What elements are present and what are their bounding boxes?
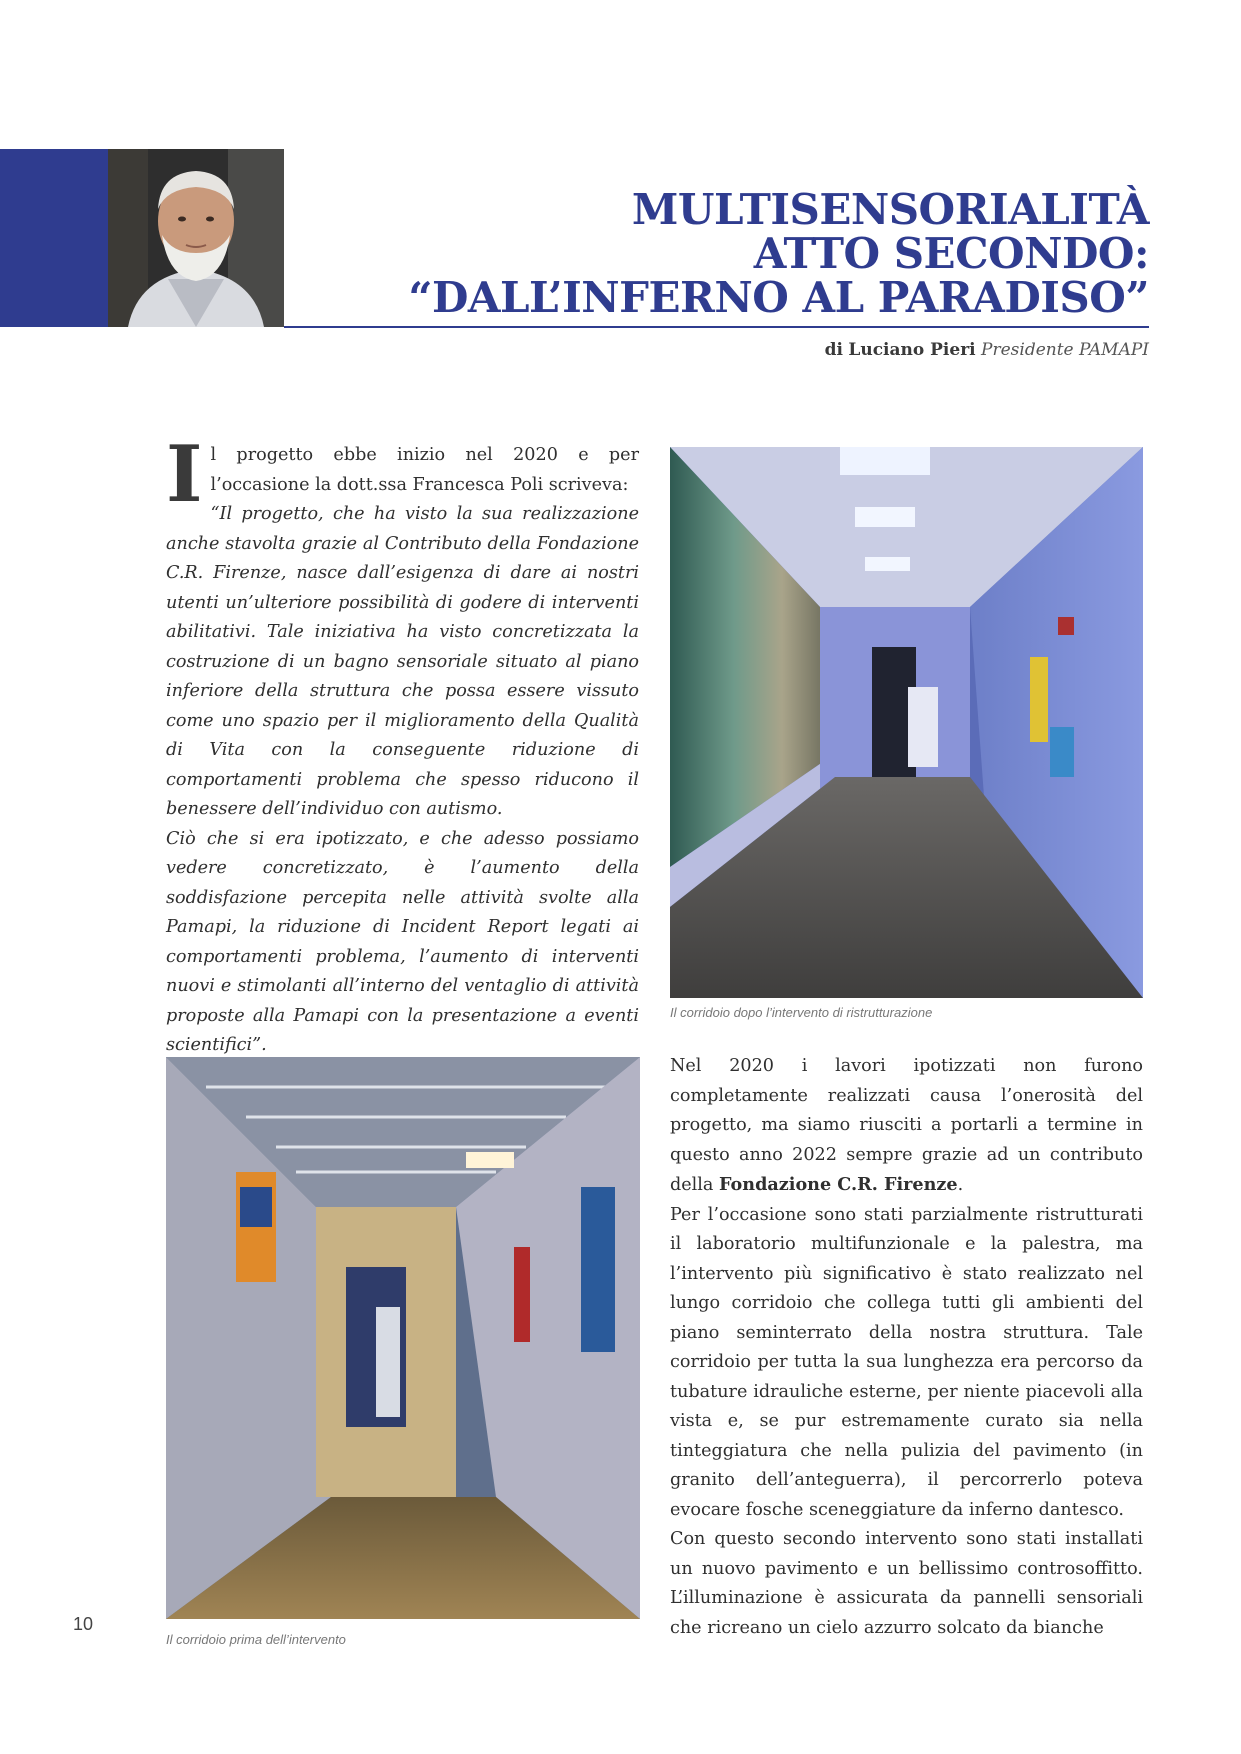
title-divider bbox=[284, 326, 1149, 328]
paragraph-1-text: Nel 2020 i lavori ipotizzati non furono completamente realizzati causa l’onerosità del progetto, ma siamo riusciti a portarli a termine in questo anno 2022 sempre grazie ad un contributo della bbox=[670, 1056, 1143, 1195]
title-line-3: “DALL’INFERNO AL PARADISO” bbox=[408, 273, 1149, 322]
photo-corridor-before bbox=[166, 1057, 640, 1619]
paragraph-1 bbox=[670, 1052, 1143, 1201]
byline bbox=[825, 340, 1149, 360]
photo-corridor-after bbox=[670, 447, 1143, 998]
caption-corridor-before: Il corridoio prima dell’intervento bbox=[166, 1632, 346, 1647]
title-line-1: MULTISENSORIALITÀ bbox=[631, 185, 1149, 234]
page-number: 10 bbox=[73, 1614, 94, 1634]
author-name: Luciano Pieri bbox=[848, 340, 976, 360]
paragraph-1-bold: Fondazione C.R. Firenze bbox=[719, 1174, 958, 1195]
intro-text: l progetto ebbe inizio nel 2020 e per l’occasione la dott.ssa Francesca Poli scriveva: bbox=[210, 445, 639, 495]
paragraph-1-end: . bbox=[957, 1175, 964, 1195]
quote-paragraph-2: Ciò che si era ipotizzato, e che adesso possiamo vedere concretizzato, è l’aumento della soddisfazione percepita nelle attività svolte alla Pamapi, la riduzione di Incident Report legati ai comportamenti problema, l’aumento di interventi nuovi e stimolanti all’interno del ventaglio di attività proposte alla Pamapi con la presentazione a eventi scientifici”. bbox=[166, 828, 639, 1055]
right-column-text bbox=[670, 1052, 1143, 1643]
intro-paragraph bbox=[166, 429, 639, 825]
author-portrait bbox=[108, 149, 284, 327]
author-role: Presidente PAMAPI bbox=[981, 340, 1149, 360]
left-column-text bbox=[166, 429, 639, 1061]
byline-prefix: di bbox=[824, 340, 843, 360]
accent-band bbox=[0, 149, 108, 327]
article-title bbox=[329, 185, 1149, 322]
paragraph-3: Con questo secondo intervento sono stati installati un nuovo pavimento e un bellissimo controsoffitto. L’illuminazione è assicurata da pannelli sensoriali che ricreano un cielo azzurro solcato da bianche bbox=[670, 1529, 1143, 1638]
drop-cap: I bbox=[166, 429, 203, 520]
caption-corridor-after: Il corridoio dopo l’intervento di ristrutturazione bbox=[670, 1005, 933, 1020]
quote-paragraph-1: “Il progetto, che ha visto la sua realizzazione anche stavolta grazie al Contributo della Fondazione C.R. Firenze, nasce dall’esigenza di dare ai nostri utenti un’ulteriore possibilità di godere di interventi abilitativi. Tale iniziativa ha visto concretizzata la costruzione di un bagno sensoriale situato al piano inferiore della struttura che possa essere vissuto come uno spazio per il miglioramento della Qualità di Vita con la conseguente riduzione di comportamenti problema che spesso riducono il benessere dell’individuo con autismo. bbox=[166, 504, 639, 819]
paragraph-2: Per l’occasione sono stati parzialmente ristrutturati il laboratorio multifunzionale e la palestra, ma l’intervento più significativo è stato realizzato nel lungo corridoio che collega tutti gli ambienti del piano seminterrato della nostra struttura. Tale corridoio per tutta la sua lunghezza era percorso da tubature idrauliche esterne, per niente piacevoli alla vista e, se pur estremamente curato sia nella tinteggiatura che nella pulizia del pavimento (in granito dell’anteguerra), il percorrerlo poteva evocare fosche sceneggiature da inferno dantesco. bbox=[670, 1204, 1143, 1520]
title-line-2: ATTO SECONDO: bbox=[753, 229, 1149, 278]
